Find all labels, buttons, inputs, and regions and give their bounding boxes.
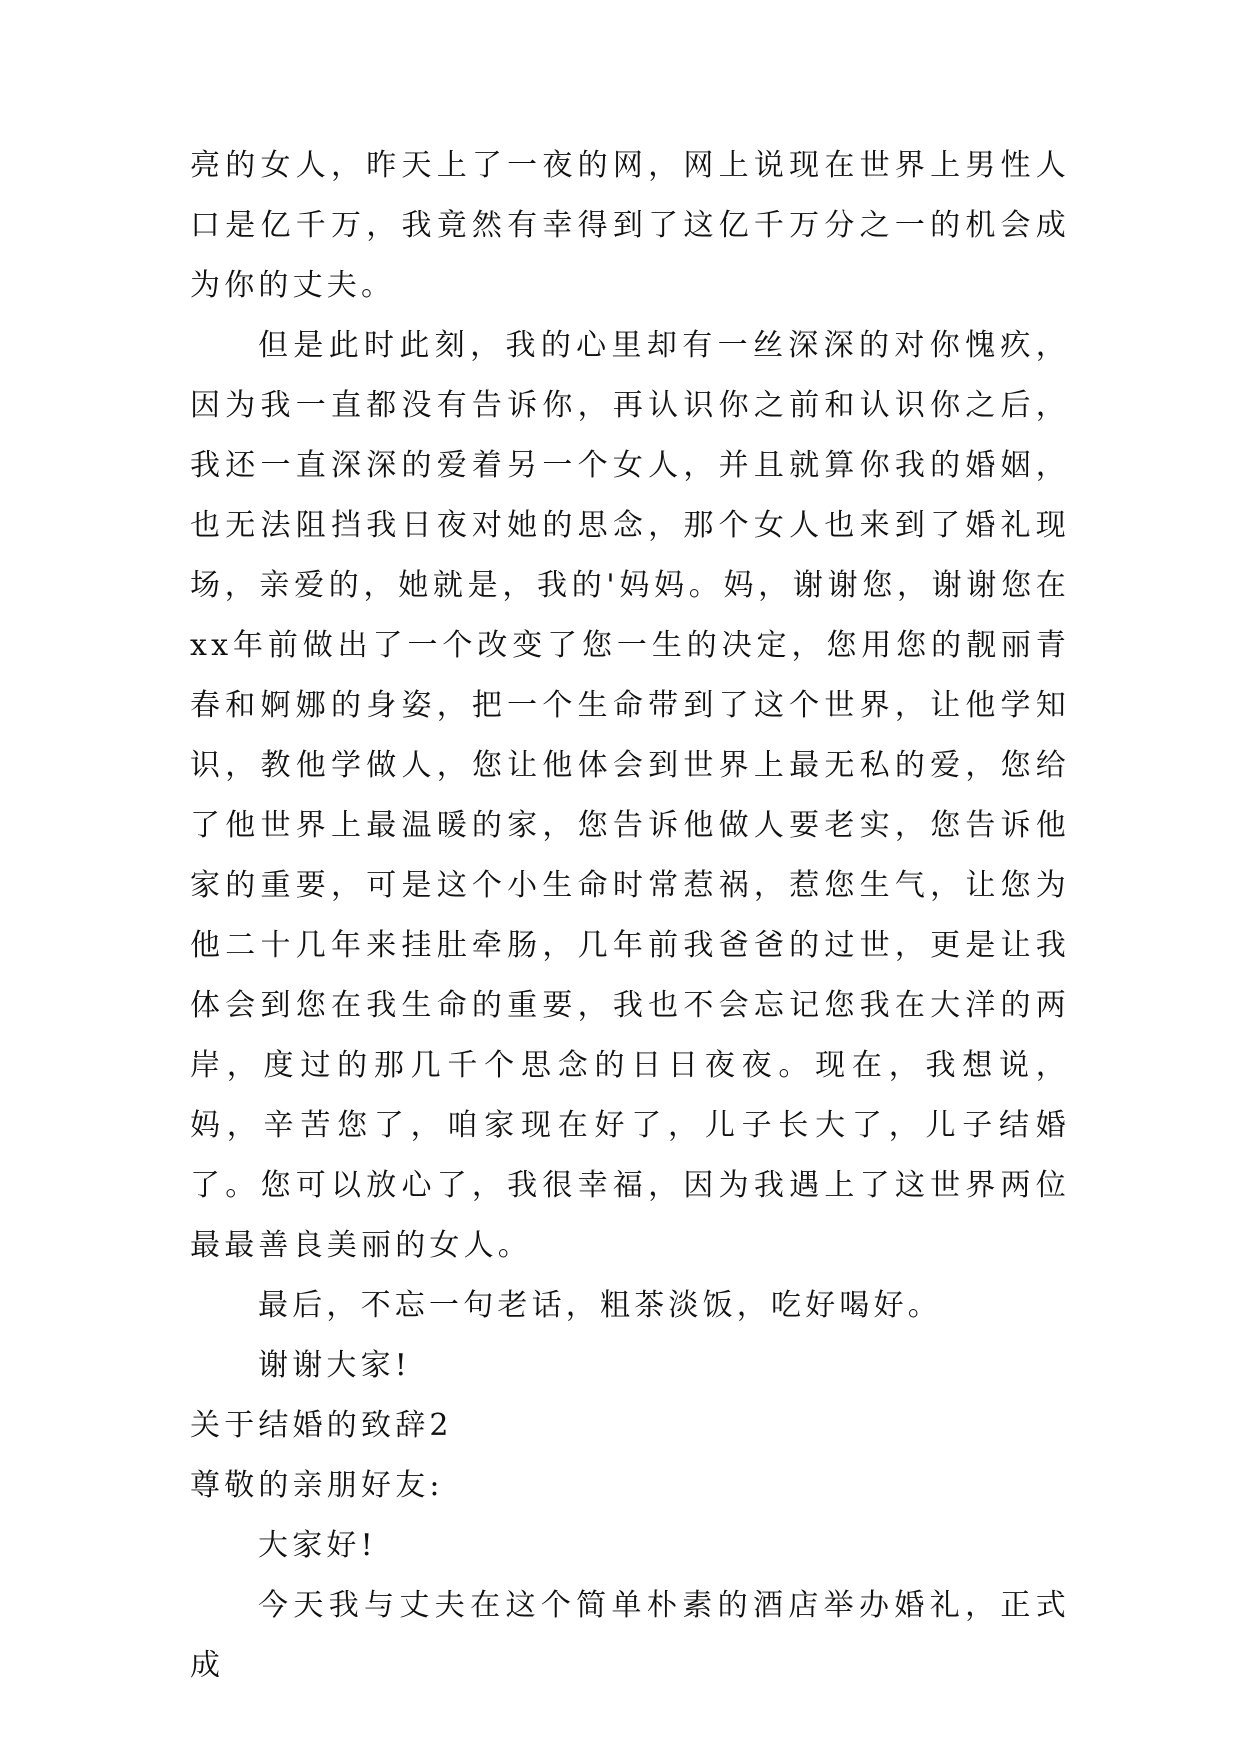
section-title: 关于结婚的致辞2 (190, 1408, 453, 1443)
paragraph-thanks: 谢谢大家! (258, 1348, 412, 1383)
paragraph-closing: 最后，不忘一句老话，粗茶淡饭，吃好喝好。 (258, 1288, 942, 1323)
document-body (190, 136, 1070, 1696)
continued-paragraph: 亮的女人，昨天上了一夜的网，网上说现在世界上男性人口是亿千万，我竟然有幸得到了这亿千万分之一的机会成为你的丈夫。 (190, 148, 1070, 303)
greeting: 大家好! (258, 1528, 377, 1563)
paragraph-mother: 但是此时此刻，我的心里却有一丝深深的对你愧疚，因为我一直都没有告诉你，再认识你之前和认识你之后，我还一直深深的爱着另一个女人，并且就算你我的婚姻，也无法阻挡我日夜对她的思念，那个女人也来到了婚礼现场，亲爱的，她就是，我的'妈妈。妈，谢谢您，谢谢您在xx年前做出了一个改变了您一生的决定，您用您的靓丽青春和婀娜的身姿，把一个生命带到了这个世界，让他学知识，教他学做人，您让他体会到世界上最无私的爱，您给了他世界上最温暖的家，您告诉他做人要老实，您告诉他家的重要，可是这个小生命时常惹祸，惹您生气，让您为他二十几年来挂肚牵肠，几年前我爸爸的过世，更是让我体会到您在我生命的重要，我也不会忘记您我在大洋的两岸，度过的那几千个思念的日日夜夜。现在，我想说，妈，辛苦您了，咱家现在好了，儿子长大了，儿子结婚了。您可以放心了，我很幸福，因为我遇上了这世界两位最最善良美丽的女人。 (190, 328, 1070, 1263)
paragraph-opening: 今天我与丈夫在这个简单朴素的酒店举办婚礼，正式成 (190, 1588, 1070, 1683)
salutation: 尊敬的亲朋好友: (190, 1468, 444, 1503)
